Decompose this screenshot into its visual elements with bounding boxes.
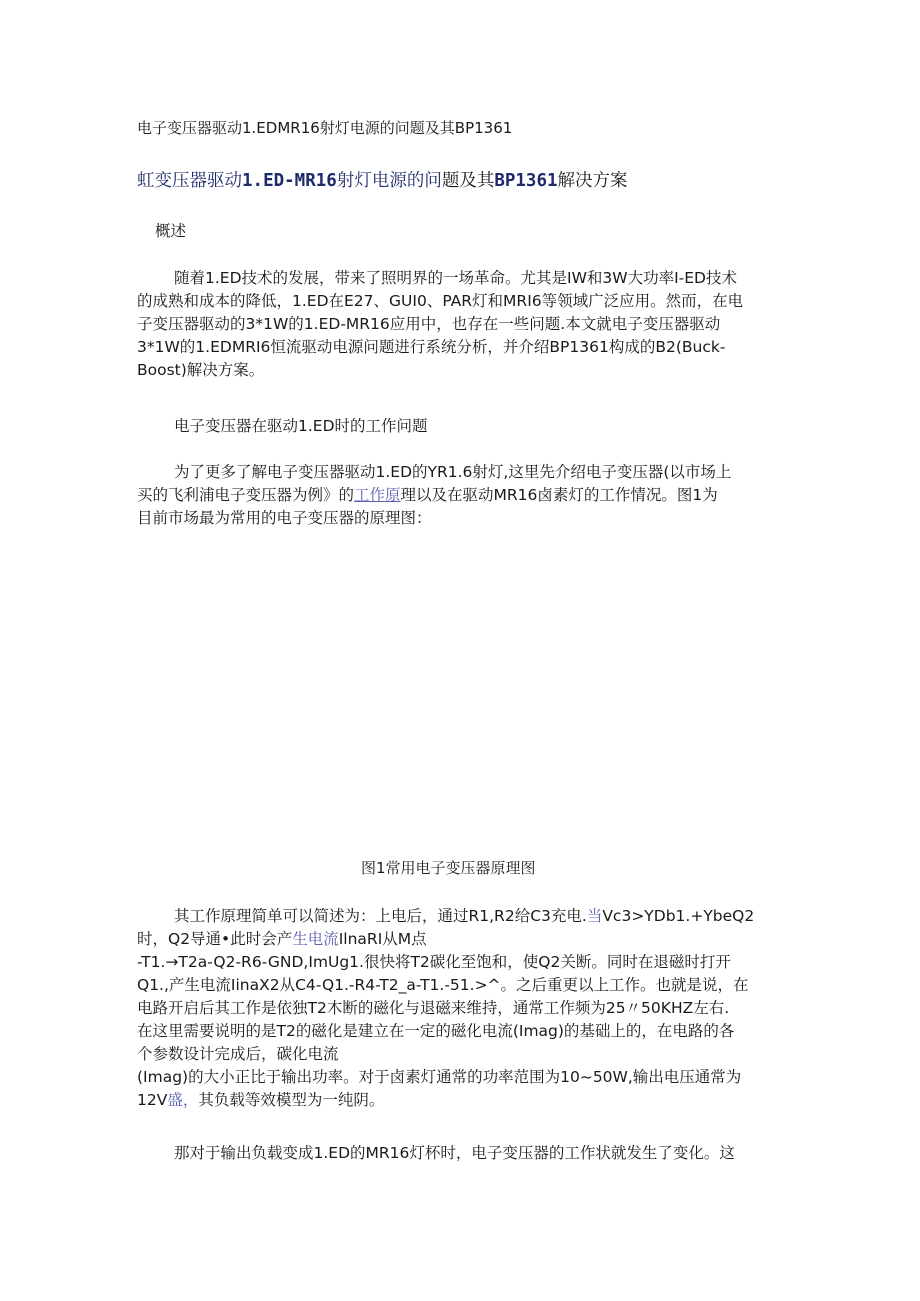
paragraph-transformer — [137, 461, 787, 530]
principle-line-1 — [137, 905, 787, 928]
principle-line-3: -T1.→T2a-Q2-R6-GND,ImUg1.很快将T2碳化至饱和，使Q2关断。同时在退磁时打开 — [137, 953, 731, 971]
main-title-part4: 题及其 — [441, 171, 495, 191]
figure-1-placeholder — [137, 548, 787, 838]
principle-line-1-b: Vc3>YDb1.+YbeQ2 — [602, 907, 755, 925]
principle-line-9-b: 其负载等效模型为一纯阴。 — [198, 1091, 385, 1109]
principle-line-9 — [137, 1089, 787, 1112]
intro-line-4: 3*1W的1.EDMRI6恒流驱动电源问题进行系统分析，并介绍BP1361构成的B2(Buck- — [137, 338, 726, 356]
principle-line-6: 在这里需要说明的是T2的磁化是建立在一定的磁化电流(Imag)的基础上的，在电路的各 — [137, 1022, 735, 1040]
principle-line-2-b: IlnaRI从M点 — [338, 930, 427, 948]
intro-line-3: 子变压器驱动的3*1W的1.ED-MR16应用中，也存在一些问题.本文就电子变压器驱动 — [137, 315, 721, 333]
paragraph-principle — [137, 905, 787, 1112]
intro-line-5: Boost)解决方案。 — [137, 361, 265, 379]
principle-line-8: (Imag)的大小正比于输出功率。对于卤素灯通常的功率范围为10~50W,输出电压通常为 — [137, 1068, 742, 1086]
main-title-part1: 虹变压器驱动 — [137, 171, 242, 191]
transformer-line-1: 为了更多了解电子变压器驱动1.ED的YR1.6射灯,这里先介绍电子变压器(以市场上 — [174, 463, 732, 481]
paragraph-intro — [137, 267, 787, 382]
principle-line-5: 电路开启后其工作是依独T2木断的磁化与退磁来维持，通常工作频为25〃50KHZ左右. — [137, 999, 730, 1017]
main-title-part3: 射灯电源的问 — [336, 171, 442, 191]
link-sheng[interactable]: 盛， — [167, 1091, 199, 1109]
link-current[interactable]: 生电流 — [292, 930, 339, 948]
main-title-part2: 1.ED-MR16 — [242, 171, 337, 191]
main-title-part6: 解决方案 — [557, 171, 628, 191]
principle-line-4: Q1.,产生电流IinaX2从C4-Q1.-R4-T2_a-T1.-51.>^。之后重更以上工作。也就是说，在 — [137, 976, 749, 994]
intro-line-2: 的成熟和成本的降低，1.ED在E27、GUI0、PAR灯和MRI6等领域广泛应用。然而，在电 — [137, 292, 744, 310]
principle-line-2-a: 时，Q2导通•此时会产 — [137, 930, 293, 948]
document-main-title — [137, 167, 628, 192]
figure-caption: 图1常用电子变压器原理图 — [361, 859, 536, 877]
main-title-part5: BP1361 — [494, 171, 558, 191]
overview-heading: 概述 — [155, 222, 187, 240]
link-dang[interactable]: 当 — [586, 907, 603, 925]
section-heading: 电子变压器在驱动1.ED时的工作问题 — [174, 417, 428, 435]
transformer-line-2-a: 买的飞利浦电子变压器为例》的 — [137, 486, 355, 504]
intro-line-1: 随着1.ED技术的发展，带来了照明界的一场革命。尤其是IW和3W大功率I-ED技术 — [174, 269, 737, 287]
document-top-title: 电子变压器驱动1.EDMR16射灯电源的问题及其BP1361 — [137, 119, 513, 137]
working-principle-link[interactable]: 工作原 — [354, 486, 401, 504]
transformer-line-2-b: 理以及在驱动MR16卤素灯的工作情况。图1为 — [400, 486, 718, 504]
led-load-line-1: 那对于输出负载变成1.ED的MR16灯杯时，电子变压器的工作状就发生了变化。这 — [174, 1144, 735, 1162]
principle-line-2 — [137, 928, 787, 951]
transformer-line-3: 目前市场最为常用的电子变压器的原理图： — [137, 509, 432, 527]
paragraph-led-load — [137, 1142, 787, 1165]
transformer-line-2 — [137, 484, 787, 507]
principle-line-9-a: 12V — [137, 1091, 168, 1109]
principle-line-1-a: 其工作原理简单可以简述为：上电后，通过R1,R2给C3充电. — [174, 907, 587, 925]
principle-line-7: 个参数设计完成后，碳化电流 — [137, 1045, 339, 1063]
